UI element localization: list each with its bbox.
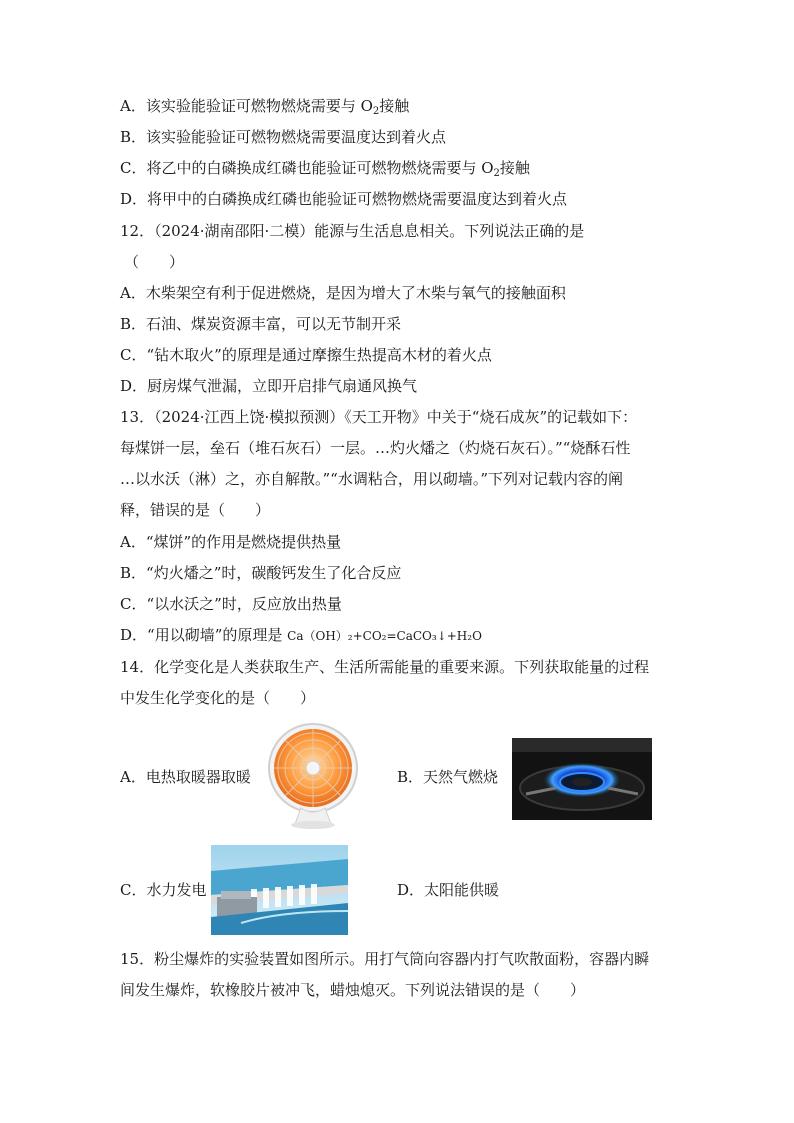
q14-option-d-label: D．太阳能供暖 <box>397 881 500 899</box>
q14-option-b-label: B．天然气燃烧 <box>397 768 499 786</box>
q12-option-c: C．“钻木取火”的原理是通过摩擦生热提高木材的着火点 <box>120 346 492 364</box>
q12-stem: 12．（2024·湖南邵阳·二模）能源与生活息息相关。下列说法正确的是 <box>120 222 585 240</box>
q13-stem-line1: 13．（2024·江西上饶·模拟预测）《天工开物》中关于“烧石成灰”的记载如下： <box>120 408 638 426</box>
q13-stem-line4: 释，错误的是（ ） <box>120 501 271 519</box>
q15-stem-line1: 15．粉尘爆炸的实验装置如图所示。用打气筒向容器内打气吹散面粉，容器内瞬 <box>120 950 650 968</box>
q11-option-a: A．该实验能验证可燃物燃烧需要与 $O_2$接触 <box>120 97 410 117</box>
chemical-equation: Ca（OH）₂+CO₂=CaCO₃↓+H₂O <box>287 629 482 643</box>
hydropower-dam-image <box>211 845 348 935</box>
q13-stem-line2: 每煤饼一层，垒石（堆石灰石）一层。…灼火燔之（灼烧石灰石）。”“烧酥石性 <box>120 439 631 457</box>
q11-option-b: B．该实验能验证可燃物燃烧需要温度达到着火点 <box>120 128 447 146</box>
q13-option-b: B．“灼火燔之”时，碳酸钙发生了化合反应 <box>120 564 402 582</box>
q11-option-d: D．将甲中的白磷换成红磷也能验证可燃物燃烧需要温度达到着火点 <box>120 190 568 208</box>
q14-option-c-label: C．水力发电 <box>120 881 207 899</box>
q13-option-a: A．“煤饼”的作用是燃烧提供热量 <box>120 533 342 551</box>
q14-stem-line2: 中发生化学变化的是（ ） <box>120 689 316 707</box>
q13-stem-line3: …以水沃（淋）之，亦自解散。”“水调粘合，用以砌墙。”下列对记载内容的阐 <box>120 470 624 488</box>
q14-option-a-label: A．电热取暖器取暖 <box>120 768 251 786</box>
q12-option-a: A．木柴架空有利于促进燃烧，是因为增大了木柴与氧气的接触面积 <box>120 284 566 302</box>
q12-option-d: D．厨房煤气泄漏，立即开启排气扇通风换气 <box>120 377 418 395</box>
q12-answer-bracket: （ ） <box>124 253 185 271</box>
gas-burner-flame-image <box>512 738 652 820</box>
q15-stem-line2: 间发生爆炸，软橡胶片被冲飞，蜡烛熄灭。下列说法错误的是（ ） <box>120 981 586 999</box>
q12-option-b: B．石油、煤炭资源丰富，可以无节制开采 <box>120 315 402 333</box>
q13-option-c: C．“以水沃之”时，反应放出热量 <box>120 595 342 613</box>
q11-option-c: C．将乙中的白磷换成红磷也能验证可燃物燃烧需要与 $O_2$接触 <box>120 159 530 179</box>
q14-stem-line1: 14．化学变化是人类获取生产、生活所需能量的重要来源。下列获取能量的过程 <box>120 658 650 676</box>
q13-option-d: D．“用以砌墙”的原理是 Ca（OH）₂+CO₂=CaCO₃↓+H₂O <box>120 626 482 644</box>
electric-heater-image <box>261 720 366 832</box>
